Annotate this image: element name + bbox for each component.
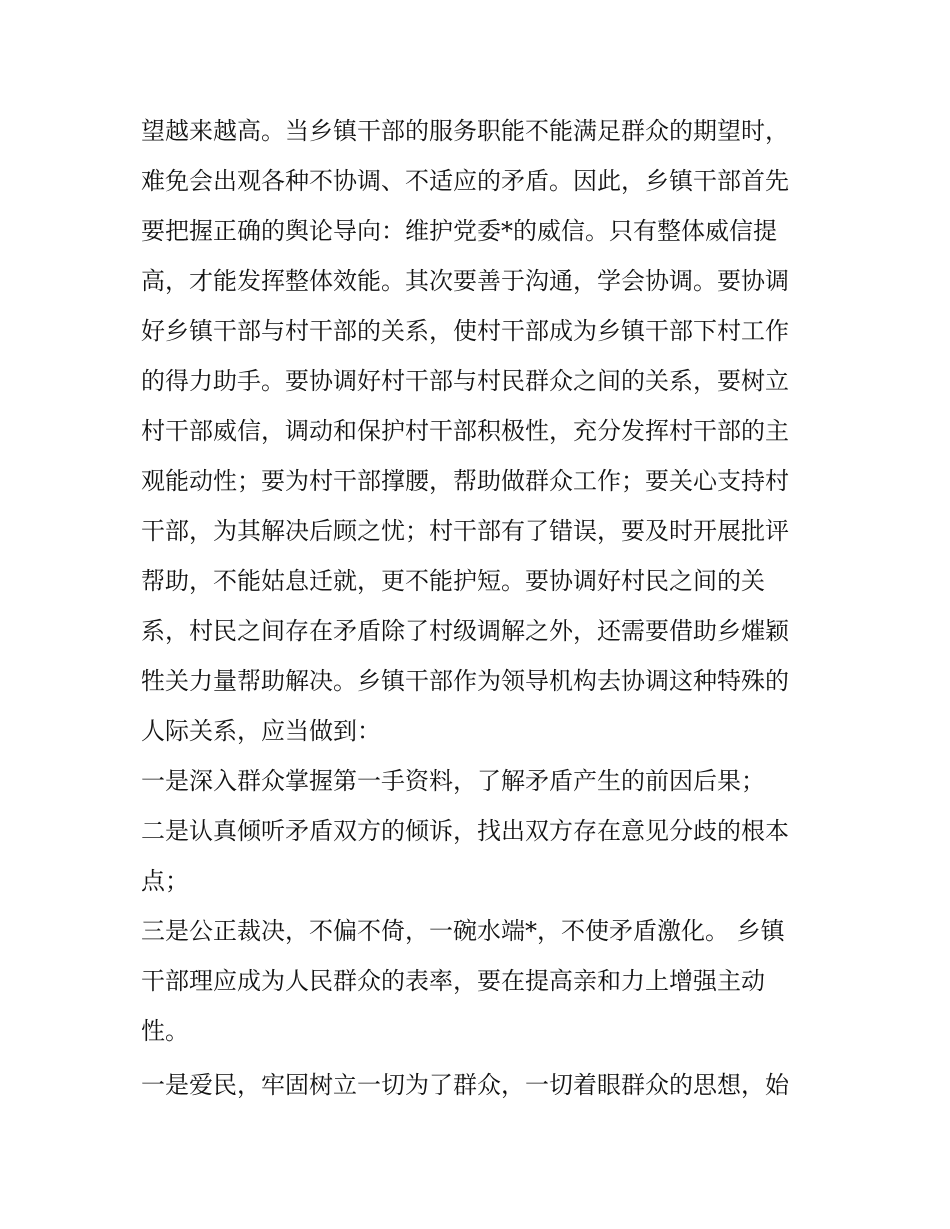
text-line: 难免会出观各种不协调、不适应的矛盾。因此，乡镇干部首先 (141, 167, 789, 195)
text-line: 干部，为其解决后顾之忧；村干部有了错误，要及时开展批评 (141, 517, 789, 545)
text-line: 高，才能发挥整体效能。其次要善于沟通，学会协调。要协调 (141, 267, 789, 295)
text-line: 点； (141, 867, 189, 895)
text-line: 好乡镇干部与村干部的关系，使村干部成为乡镇干部下村工作 (141, 317, 789, 345)
text-line: 牲关力量帮助解决。乡镇干部作为领导机构去协调这种特殊的 (141, 667, 789, 695)
text-line: 村干部威信，调动和保护村干部积极性，充分发挥村干部的主 (141, 417, 789, 445)
text-line: 观能动性；要为村干部撑腰，帮助做群众工作；要关心支持村 (141, 467, 789, 495)
text-line: 干部理应成为人民群众的表率，要在提高亲和力上增强主动 (141, 967, 765, 995)
text-line: 帮助，不能姑息迁就，更不能护短。要协调好村民之间的关 (141, 567, 765, 595)
text-line: 的得力助手。要协调好村干部与村民群众之间的关系，要树立 (141, 367, 789, 395)
text-line: 望越来越高。当乡镇干部的服务职能不能满足群众的期望时， (141, 117, 789, 145)
document-body (141, 106, 821, 1110)
text-line: 人际关系，应当做到： (141, 717, 381, 745)
text-line: 系，村民之间存在矛盾除了村级调解之外，还需要借助乡熣颖 (141, 617, 789, 645)
text-line: 要把握正确的舆论导向：维护党委*的威信。只有整体威信提 (141, 217, 777, 245)
list-item-line: 二是认真倾听矛盾双方的倾诉，找出双方存在意见分歧的根本 (141, 817, 789, 845)
list-item-line: 三是公正裁决，不偏不倚，一碗水端*，不使矛盾激化。 乡镇 (141, 917, 785, 945)
list-item-line: 一是爱民，牢固树立一切为了群众，一切着眼群众的思想，始 (141, 1071, 789, 1099)
list-item-line: 一是深入群众掌握第一手资料，了解矛盾产生的前因后果； (141, 767, 765, 795)
text-line: 性。 (141, 1017, 189, 1045)
